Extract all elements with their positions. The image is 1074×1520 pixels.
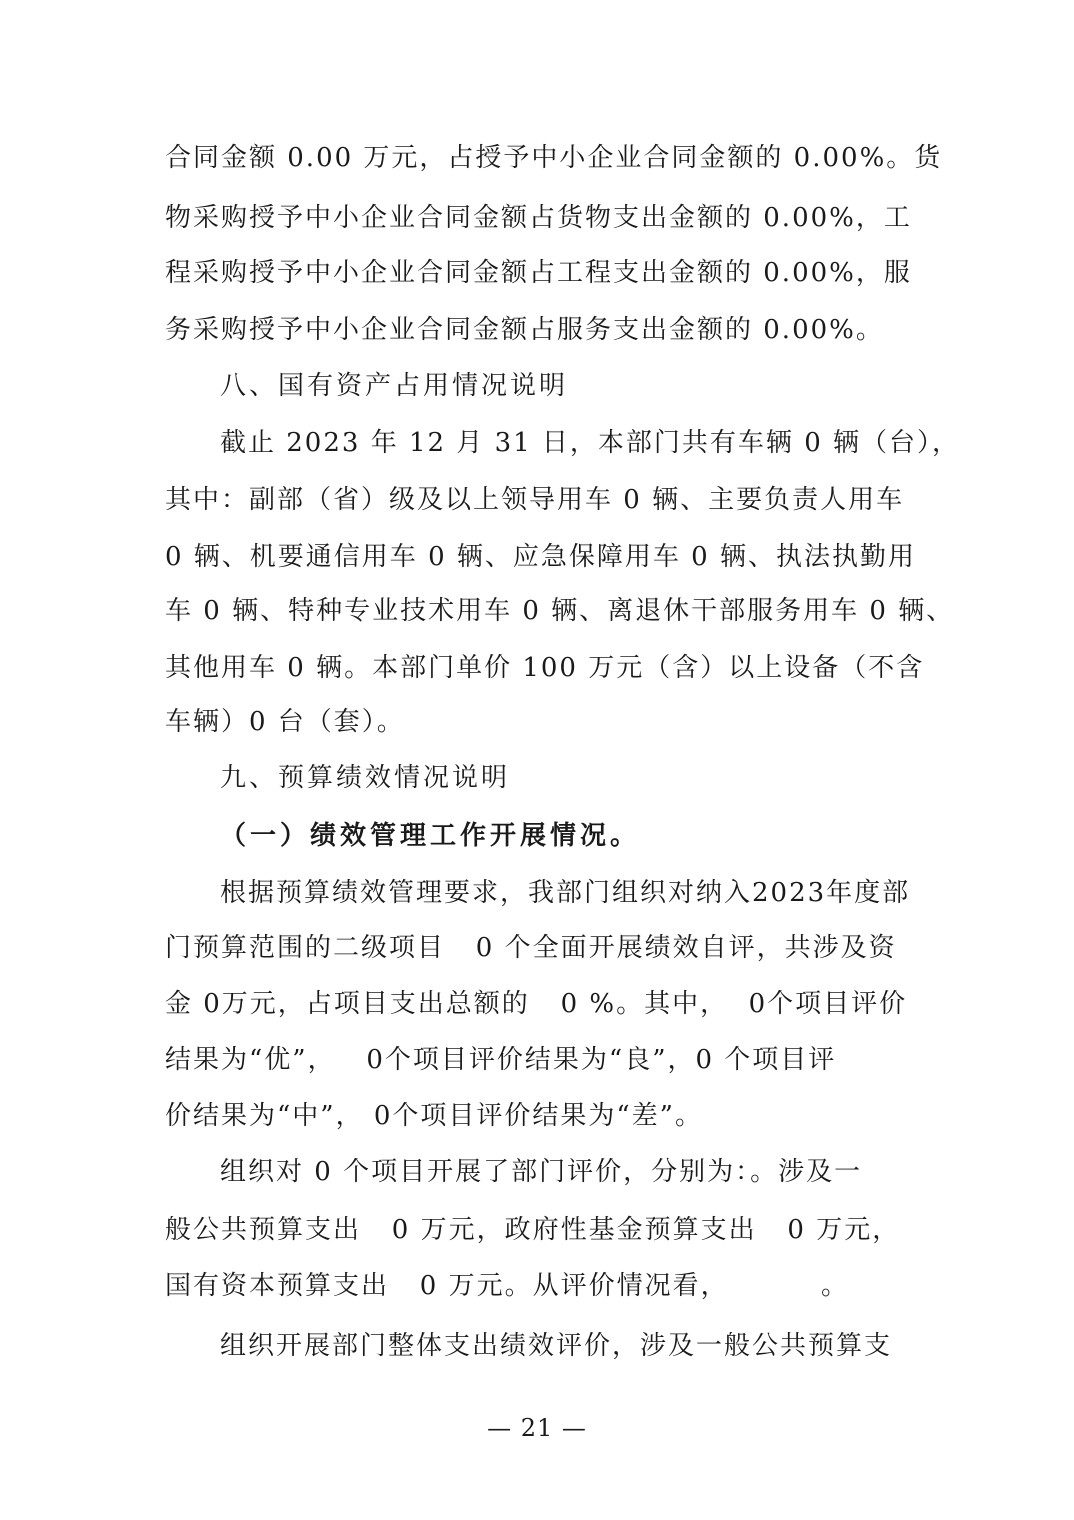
section-heading-9: 九、预算绩效情况说明 [220,763,511,793]
paragraph-line: 根据预算绩效管理要求，我部门组织对纳入2023年度部 [220,878,911,908]
paragraph-line: 价结果为“中”， 0个项目评价结果为“差”。 [165,1101,703,1131]
paragraph-line: 结果为“优”， 0个项目评价结果为“良”，0 个项目评 [165,1045,837,1075]
paragraph-line: 物采购授予中小企业合同金额占货物支出金额的 0.00%，工 [165,203,912,233]
paragraph-line: 门预算范围的二级项目 0 个全面开展绩效自评，共涉及资 [165,933,897,963]
paragraph-line: 其中：副部（省）级及以上领导用车 0 辆、主要负责人用车 [165,485,905,515]
paragraph-line: 金 0万元，占项目支出总额的 0 %。其中， 0个项目评价 [165,989,908,1019]
paragraph-line: 组织开展部门整体支出绩效评价，涉及一般公共预算支 [220,1331,893,1361]
paragraph-line: 0 辆、机要通信用车 0 辆、应急保障用车 0 辆、执法执勤用 [165,542,916,572]
subsection-heading: （一）绩效管理工作开展情况。 [220,821,641,851]
paragraph-line: 其他用车 0 辆。本部门单价 100 万元（含）以上设备（不含 [165,653,925,683]
paragraph-line: 般公共预算支出 0 万元，政府性基金预算支出 0 万元， [165,1215,901,1245]
paragraph-line: 车 0 辆、特种专业技术用车 0 辆、离退休干部服务用车 0 辆、 [165,596,955,626]
paragraph-line: 组织对 0 个项目开展了部门评价，分别为：。涉及一 [220,1157,863,1187]
paragraph-line: 务采购授予中小企业合同金额占服务支出金额的 0.00%。 [165,315,884,345]
paragraph-line: 程采购授予中小企业合同金额占工程支出金额的 0.00%，服 [165,258,912,288]
paragraph-line: 国有资本预算支出 0 万元。从评价情况看， 。 [165,1271,849,1301]
page-number: — 21 — [487,1414,587,1442]
paragraph-line: 合同金额 0.00 万元，占授予中小企业合同金额的 0.00%。货 [165,143,943,173]
paragraph-line: 截止 2023 年 12 月 31 日，本部门共有车辆 0 辆（台）， [220,428,960,458]
paragraph-line: 车辆）0 台（套）。 [165,707,405,737]
section-heading-8: 八、国有资产占用情况说明 [220,371,569,401]
